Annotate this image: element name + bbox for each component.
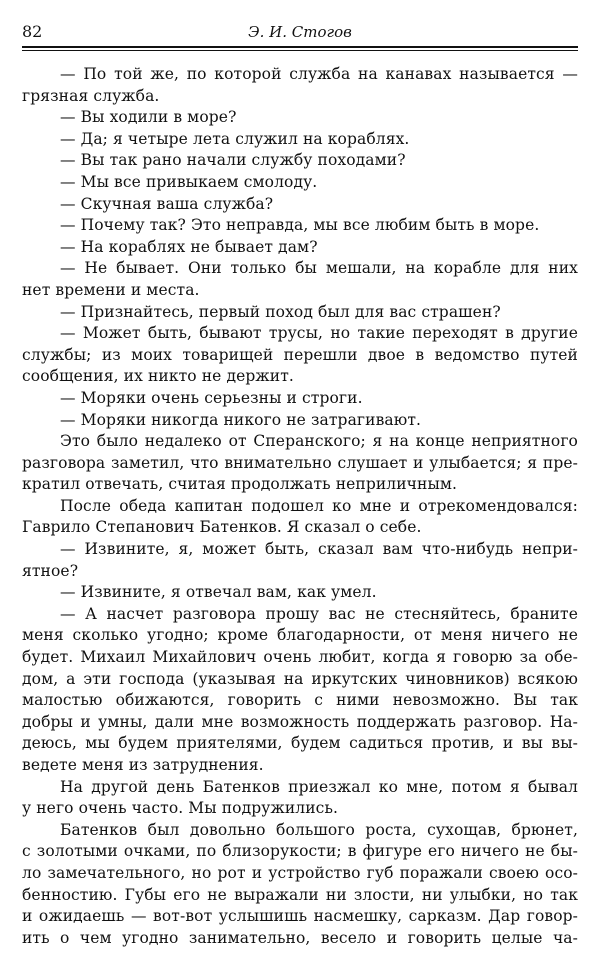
page-number: 82 [22, 22, 43, 41]
text-line: службы; из моих товарищей перешли двое в ведомство путей [22, 345, 578, 364]
text-line: — Вы ходили в море? [60, 108, 237, 127]
text-line: дом, а эти господа (указывая на иркутских чиновников) всякою [22, 669, 578, 688]
text-line: — Мы все привыкаем смолоду. [60, 172, 318, 191]
text-line: Это было недалеко от Сперанского; я на конце неприятного [60, 432, 578, 451]
text-line: меня сколько угодно; кроме благодарности, от меня ничего не [22, 626, 578, 645]
text-line: ить о чем угодно занимательно, весело и говорить целые ча- [22, 928, 578, 947]
text-line: ятное? [22, 561, 79, 580]
text-line: — На кораблях не бывает дам? [60, 237, 318, 256]
text-line: сообщения, их никто не держит. [22, 367, 294, 386]
text-line: кратил отвечать, считая продолжать неприличным. [22, 475, 458, 494]
body-text [22, 64, 578, 949]
text-line: и ожидаешь — вот-вот услышишь насмешку, сарказм. Дар говор- [22, 907, 578, 926]
text-line: нет времени и места. [22, 280, 200, 299]
text-line: — Да; я четыре лета служил на кораблях. [60, 129, 410, 148]
text-line: разговора заметил, что внимательно слушает и улыбается; я пре- [22, 453, 578, 472]
text-line: — Моряки очень серьезны и строги. [60, 388, 363, 407]
text-line: у него очень часто. Мы подружились. [22, 799, 339, 818]
text-line: — Моряки никогда никого не затрагивают. [60, 410, 422, 429]
text-line: — Не бывает. Они только бы мешали, на корабле для них [60, 259, 578, 278]
text-line: — Почему так? Это неправда, мы все любим быть в море. [60, 216, 540, 235]
text-line: ло замечательного, но рот и устройство губ поражали своею осо- [22, 863, 578, 882]
text-line: с золотыми очками, по близорукости; в фигуре его ничего не бы- [22, 842, 578, 861]
text-line: — По той же, по которой служба на канавах называется — [60, 65, 578, 83]
text-line: малостью обижаются, говорить с ними невозможно. Вы так [22, 691, 578, 710]
text-line: будет. Михаил Михайлович очень любит, когда я говорю за обе- [22, 648, 578, 667]
text-line: Гаврило Степанович Батенков. Я сказал о себе. [22, 518, 422, 537]
text-line: грязная служба. [22, 86, 160, 105]
text-line: — Вы так рано начали службу походами? [60, 151, 406, 170]
page-header [22, 22, 578, 42]
running-head: Э. И. Стогов [248, 23, 352, 41]
header-rule-thick [22, 46, 578, 48]
header-rule-thin [22, 50, 578, 51]
text-line: добры и умны, дали мне возможность поддержать разговор. На- [22, 712, 578, 731]
text-line: бенностию. Губы его не выражали ни злости, ни улыбки, но так [22, 885, 578, 904]
text-line: На другой день Батенков приезжал ко мне, потом я бывал [60, 777, 578, 796]
text-line: — Извините, я отвечал вам, как умел. [60, 583, 377, 602]
text-line: — Может быть, бывают трусы, но такие переходят в другие [60, 324, 578, 343]
book-page [22, 0, 578, 955]
text-line: После обеда капитан подошел ко мне и отрекомендовался: [60, 496, 578, 515]
text-line: деюсь, мы будем приятелями, будем садиться против, и вы вы- [22, 734, 578, 753]
text-line: ведете меня из затруднения. [22, 756, 264, 774]
text-line: — Извините, я, может быть, сказал вам что-нибудь непри- [60, 540, 578, 559]
text-line: — Признайтесь, первый поход был для вас страшен? [60, 302, 501, 321]
text-line: Батенков был довольно большого роста, сухощав, брюнет, [60, 820, 578, 839]
text-line: — А насчет разговора прошу вас не стесняйтесь, браните [60, 604, 578, 623]
text-line: — Скучная ваша служба? [60, 194, 274, 213]
